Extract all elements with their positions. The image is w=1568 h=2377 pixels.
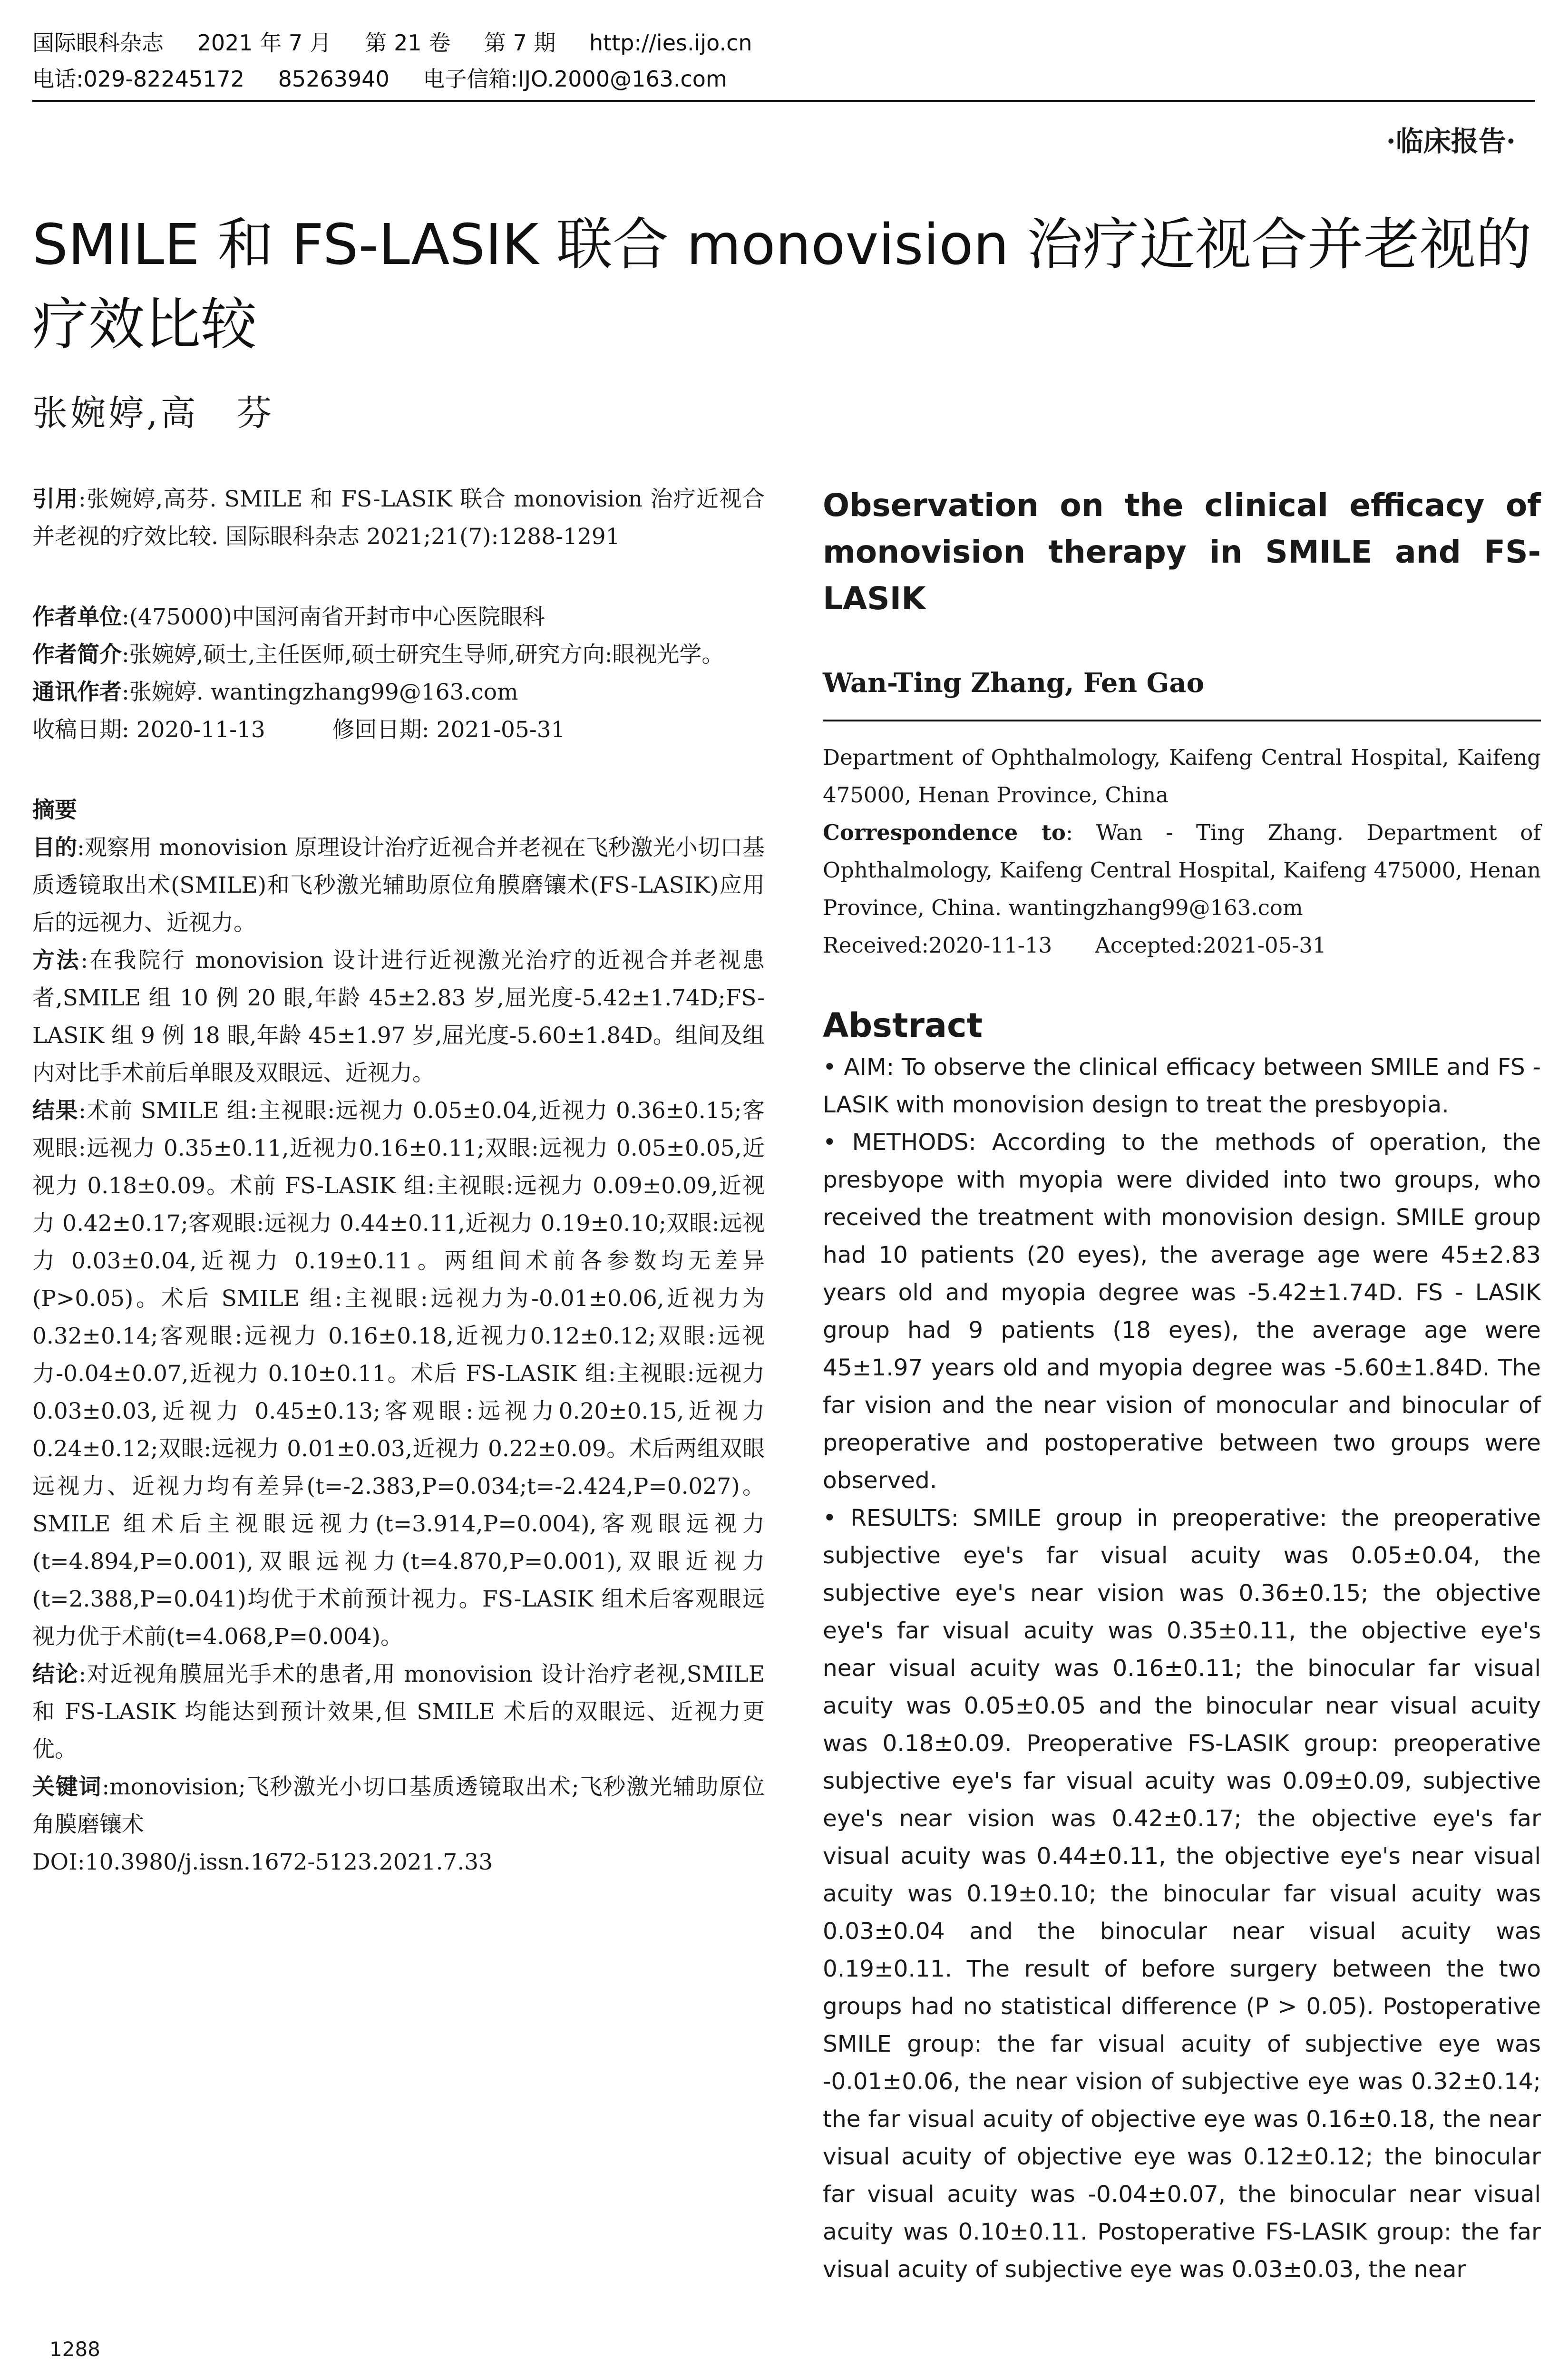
english-authors: Wan-Ting Zhang, Fen Gao xyxy=(823,667,1205,699)
english-results: • RESULTS: SMILE group in preoperative: the preoperative subjective eye's far visual acuity was 0.05±0.04, the subjective eye's near vision was 0.36±0.15; the objective eye's far visual acuity was 0.35±0.11, the objective eye's near visual acuity was 0.16±0.11; the binocular far visual acuity was 0.05±0.05 and the binocular near visual acuity was 0.18±0.09. Preoperative FS-LASIK group: preoperative subjective eye's far visual acuity was 0.09±0.09, subjective eye's near vision was 0.42±0.17; the objective eye's far visual acuity was 0.44±0.11, the objective eye's near visual acuity was 0.19±0.10; the binocular far visual acuity was 0.03±0.04 and the binocular near visual acuity was 0.19±0.11. The result of before surgery between the two groups had no statistical difference (P > 0.05). Postoperative SMILE group: the far visual acuity of subjective eye was -0.01±0.06, the near vision of subjective eye was 0.32±0.14; the far visual acuity of objective eye was 0.16±0.18, the near visual acuity of objective eye was 0.12±0.12; the binocular far visual acuity was -0.04±0.07, the binocular near visual acuity was 0.10±0.11. Postoperative FS-LASIK group: the far visual acuity of subjective eye was 0.03±0.03, the near xyxy=(823,1505,1541,2283)
phone: 电话:029-82245172 xyxy=(32,66,245,92)
english-corr-label: Correspondence to xyxy=(823,820,1066,845)
keywords-cn xyxy=(32,1768,765,1843)
revised-date: 修回日期: 2021-05-31 xyxy=(332,717,565,743)
phone-2: 85263940 xyxy=(278,66,390,92)
keywords-text: :monovision;飞秒激光小切口基质透镜取出术;飞秒激光辅助原位角膜磨镶术 xyxy=(32,1774,765,1838)
conclusion-label: 结论 xyxy=(32,1661,79,1687)
english-aim: • AIM: To observe the clinical efficacy between SMILE and FS - LASIK with monovision design to treat the presbyopia. xyxy=(823,1054,1541,1118)
results-label: 结果 xyxy=(32,1098,79,1124)
keywords-label: 关键词 xyxy=(32,1774,102,1800)
results-cn xyxy=(32,1092,765,1656)
english-abstract-heading: Abstract xyxy=(823,1006,983,1045)
chinese-column xyxy=(32,480,765,1881)
bio-text: :张婉婷,硕士,主任医师,硕士研究生导师,研究方向:眼视光学。 xyxy=(122,642,724,668)
affiliation-label: 作者单位 xyxy=(32,604,122,630)
issue-date: 2021 年 7 月 xyxy=(197,30,331,56)
citation-label: 引用 xyxy=(32,486,78,512)
journal-header xyxy=(32,25,1535,97)
section-tag: ·临床报告· xyxy=(1386,125,1516,157)
abstract-heading-cn: 摘要 xyxy=(32,797,77,823)
english-methods: • METHODS: According to the methods of operation, the presbyope with myopia were divided into two groups, who received the treatment with monovision design. SMILE group had 10 patients (20 eyes), the average age were 45±2.83 years old and myopia degree was -5.42±1.74D. FS - LASIK group had 9 patients (18 eyes), the average age were 45±1.97 years old and myopia degree was -5.60±1.84D. The far vision and the near vision of monocular and binocular of preoperative and postoperative between two groups were observed. xyxy=(823,1129,1541,1494)
received-date: 收稿日期: 2020-11-13 xyxy=(32,717,265,743)
english-dates: Received:2020-11-13 Accepted:2021-05-31 xyxy=(823,933,1326,958)
english-divider xyxy=(823,720,1541,721)
english-column xyxy=(823,480,1541,2289)
conclusion-text: :对近视角膜屈光手术的患者,用 monovision 设计治疗老视,SMILE 和 FS-LASIK 均能达到预计效果,但 SMILE 术后的双眼远、近视力更优。 xyxy=(32,1661,765,1763)
affiliation xyxy=(32,598,765,636)
email[interactable]: 电子信箱:IJO.2000@163.com xyxy=(423,66,727,92)
issue-number: 第 7 期 xyxy=(484,30,556,56)
english-correspondence xyxy=(823,814,1541,926)
corr-text: :张婉婷. wantingzhang99@163.com xyxy=(122,679,518,705)
english-corr-text: : Wan - Ting Zhang. Department of Ophthalmology, Kaifeng Central Hospital, Kaifeng 475000, Henan Province, China. wantingzhang99@163.com xyxy=(823,820,1541,920)
journal-name: 国际眼科杂志 xyxy=(32,30,164,56)
aim-label: 目的 xyxy=(32,835,78,861)
corr-label: 通讯作者 xyxy=(32,679,122,705)
citation xyxy=(32,480,765,555)
methods-cn xyxy=(32,942,765,1092)
methods-label: 方法 xyxy=(32,947,81,974)
doi[interactable]: DOI:10.3980/j.issn.1672-5123.2021.7.33 xyxy=(32,1849,493,1875)
aim-cn xyxy=(32,829,765,942)
english-affiliation-block xyxy=(823,739,1541,964)
volume: 第 21 卷 xyxy=(365,30,451,56)
conclusion-cn xyxy=(32,1656,765,1768)
author-bio xyxy=(32,636,765,673)
header-divider xyxy=(32,100,1535,102)
dates xyxy=(32,711,765,749)
citation-text: :张婉婷,高芬. SMILE 和 FS-LASIK 联合 monovision 治疗近视合并老视的疗效比较. 国际眼科杂志 2021;21(7):1288-1291 xyxy=(32,486,765,550)
results-text: :术前 SMILE 组:主视眼:远视力 0.05±0.04,近视力 0.36±0.15;客观眼:远视力 0.35±0.11,近视力0.16±0.11;双眼:远视力 0.05±0.05,近视力 0.18±0.09。术前 FS-LASIK 组:主视眼:远视力 0.09±0.09,近视力 0.42±0.17;客观眼:远视力 0.44±0.11,近视力 0.19±0.10;双眼:远视力 0.03±0.04,近视力 0.19±0.11。两组间术前各参数均无差异(P>0.05)。术后 SMILE 组:主视眼:远视力为-0.01±0.06,近视力为 0.32±0.14;客观眼:远视力 0.16±0.18,近视力0.12±0.12;双眼:远视力-0.04±0.07,近视力 0.10±0.11。术后 FS-LASIK 组:主视眼:远视力 0.03±0.03,近视力 0.45±0.13;客观眼:远视力0.20±0.15,近视力 0.24±0.12;双眼:远视力 0.01±0.03,近视力 0.22±0.09。术后两组双眼远视力、近视力均有差异(t=-2.383,P=0.034;t=-2.424,P=0.027)。SMILE 组术后主视眼远视力(t=3.914,P=0.004),客观眼远视力(t=4.894,P=0.001),双眼远视力(t=4.870,P=0.001),双眼近视力(t=2.388,P=0.041)均优于术前预计视力。FS-LASIK 组术后客观眼远视力优于术前(t=4.068,P=0.004)。 xyxy=(32,1098,765,1650)
aim-text: :观察用 monovision 原理设计治疗近视合并老视在飞秒激光小切口基质透镜取出术(SMILE)和飞秒激光辅助原位角膜磨镶术(FS-LASIK)应用后的远视力、近视力。 xyxy=(32,835,765,936)
affiliation-text: :(475000)中国河南省开封市中心医院眼科 xyxy=(122,604,545,630)
page-number: 1288 xyxy=(49,2338,100,2361)
english-affiliation: Department of Ophthalmology, Kaifeng Central Hospital, Kaifeng 475000, Henan Province, China xyxy=(823,745,1541,808)
article-authors: 张婉婷,高 芬 xyxy=(32,393,275,434)
article-title: SMILE 和 FS-LASIK 联合 monovision 治疗近视合并老视的疗效比较 xyxy=(32,212,1532,357)
english-title: Observation on the clinical efficacy of monovision therapy in SMILE and FS-LASIK xyxy=(823,487,1541,617)
methods-text: :在我院行 monovision 设计进行近视激光治疗的近视合并老视患者,SMILE 组 10 例 20 眼,年龄 45±2.83 岁,屈光度-5.42±1.74D;FS-LASIK 组 9 例 18 眼,年龄 45±1.97 岁,屈光度-5.60±1.84D。组间及组内对比手术前后单眼及双眼远、近视力。 xyxy=(32,947,765,1086)
english-abstract xyxy=(823,1049,1541,2289)
corresponding-author xyxy=(32,673,765,711)
bio-label: 作者简介 xyxy=(32,642,122,668)
journal-url[interactable]: http://ies.ijo.cn xyxy=(589,30,752,56)
